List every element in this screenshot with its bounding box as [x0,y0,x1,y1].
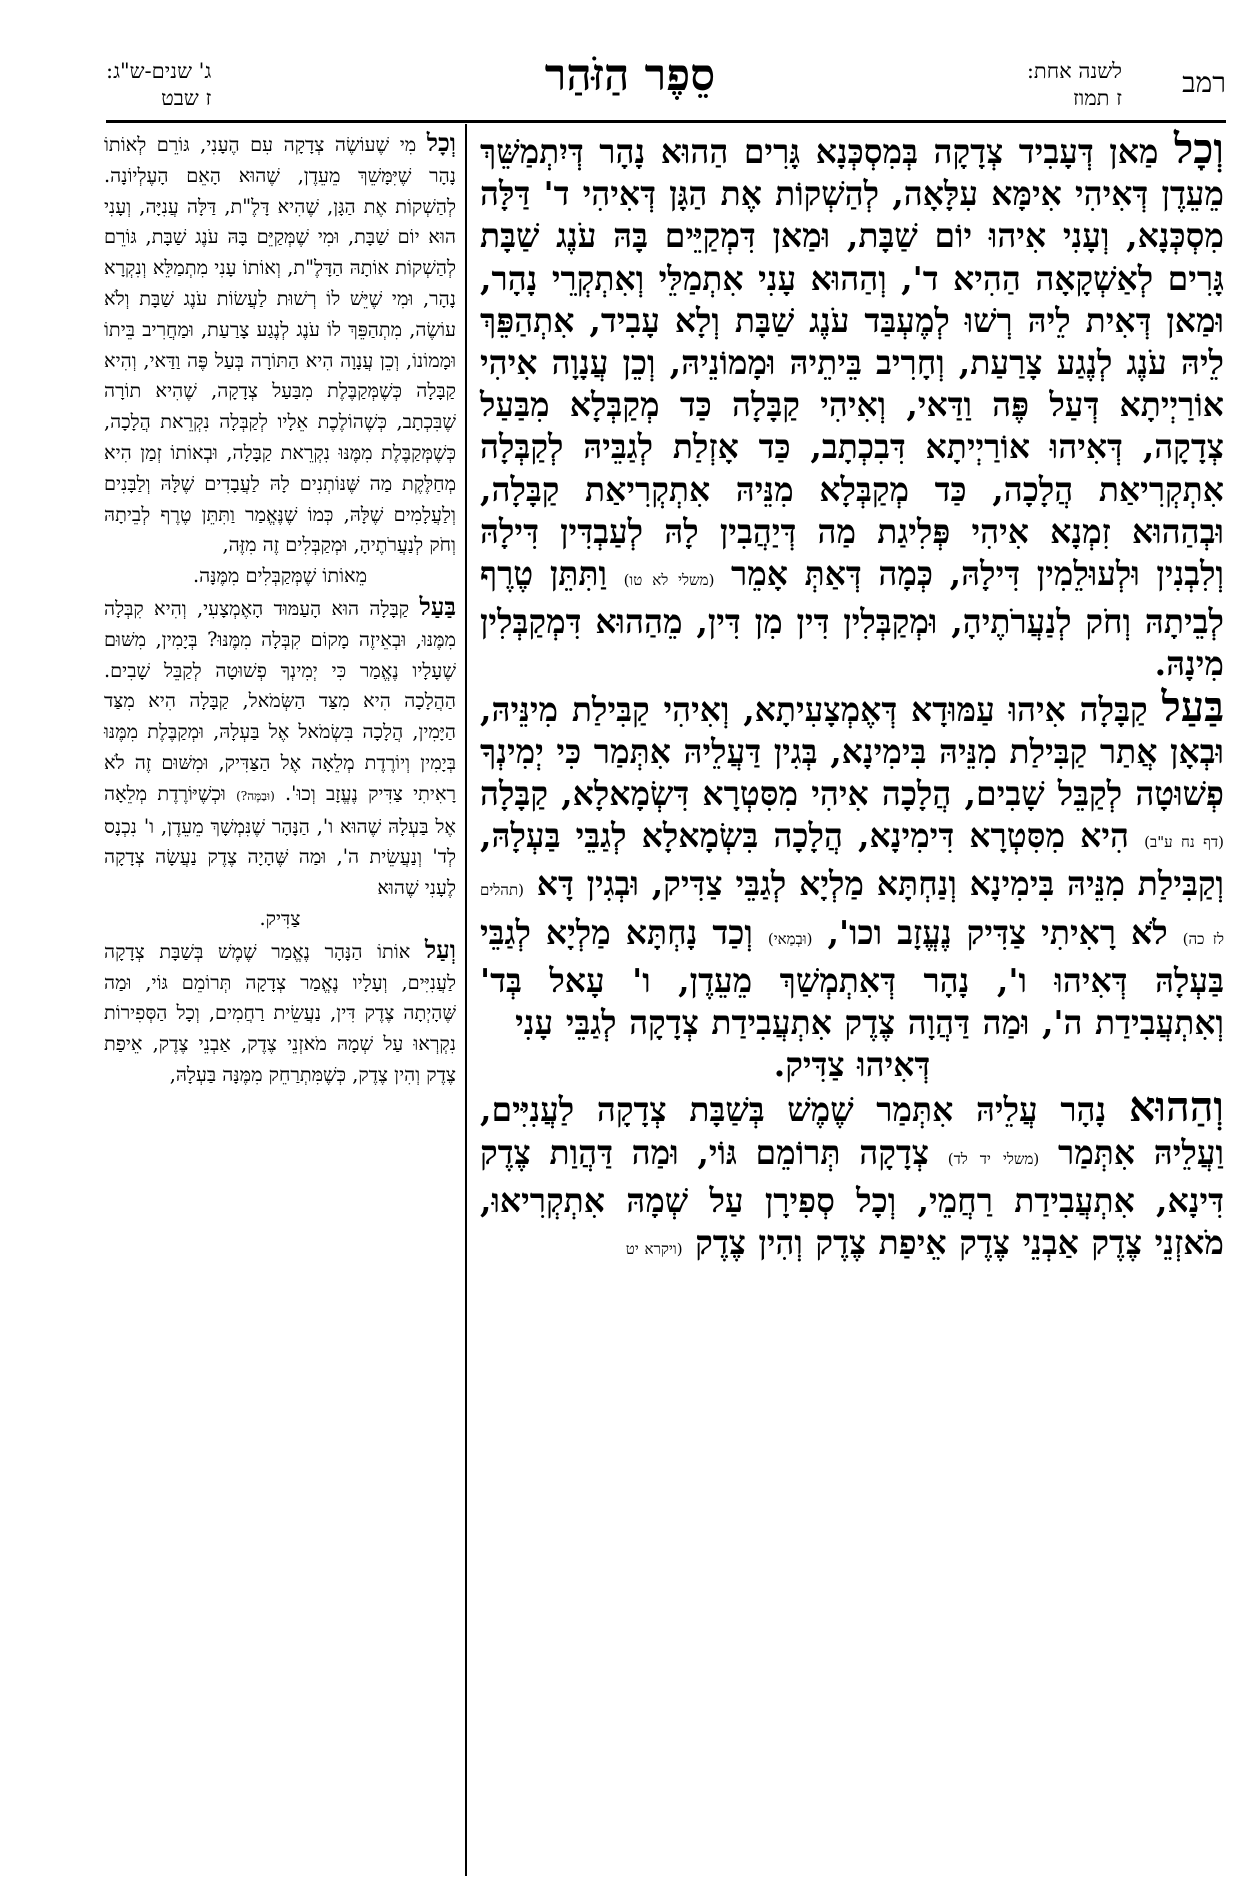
page-number: רמב [1182,66,1226,99]
side-paragraph-1-end: מֵאוֹתוֹ שֶׁמְּקַבְּלִים מִמֶּנָּה. [192,564,368,588]
main-p2-text-2: הִיא מִסִּטְרָא דִּימִינָא, הֲלָכָה בִּשְׂמָאלָא לְגַבֵּי בַּעְלָהּ, וְקַבִּילַת מִנֵּיהּ בִּימִינָא וְנַחְתָּא מַלְיָא לְגַבֵּי צַדִּיק, וּבְגִין דָּא [480,816,1224,904]
main-p2-lead-word: בַּעַל [1161,681,1224,731]
side-p3-lead-word: וְעַל [424,934,456,964]
main-aramaic-column [480,124,1224,1876]
main-p3-source-ref: (משלי יד לד) [947,1149,1040,1168]
main-paragraph-3 [480,1082,1224,1270]
main-p1-lead-word: וְכָל [1173,124,1224,173]
main-p1-text-2: וַתִּתֵּן טֶרֶף לְבֵיתָהּ וְחֹק לְנַעֲרֹתֶיהָ, וּמְקַבְּלִין דִּין מִן דִּין, מֵהַהוּא דִּמְקַבְּלִין מִינָהּ. [480,554,1224,684]
schedule-three-years-date: ז שבט [161,86,212,110]
main-p2-source-ref: (תהלים לז כה) [480,881,1224,948]
side-p2-text: קַבָּלָה הוּא הָעַמּוּד הָאֶמְצָעִי, וְהִיא קִבְּלָה מִמֶּנּוּ, וּבְאֵיזֶה מָקוֹם קִבְּלָה מִמֶּנּוּ? בְּיָמִין, מִשּׁוּם שֶׁעָלָיו נֶאֱמַר כִּי יְמִינְךָ פְשׁוּטָה לְקַבֵּל שָׁבִים. הַהֲלָכָה הִיא מִצַּד הַשְּׂמֹאל, קַבָּלָה הִיא מִצַּד הַיָּמִין, הֲלָכָה בִּשְׂמֹאל אֶל בַּעְלָהּ, וּמְקַבֶּלֶת מִמֶּנּוּ בְּיָמִין וְיוֹרֶדֶת מְלֵאָה אֶל הַצַּדִּיק, וּמִשּׁוּם זֶה לֹא רָאִיתִי צַדִּיק נֶעֱזָב וְכוּ'. [104,596,456,805]
schedule-one-year-date: ז תמוז [1072,86,1122,110]
side-p1-lead-word: וְכָל [426,128,456,157]
main-paragraph-2 [480,681,1224,1045]
side-p3-text: אוֹתוֹ הַנָּהָר נֶאֱמַר שֶׁמֶשׁ בְּשַׁבָּת צְדָקָה לַעֲנִיִּים, וְעָלָיו נֶאֱמַר צְדָקָה תְּרוֹמֵם גּוֹי, וּמַה שֶּׁהָיְתָה צֶדֶק דִּין, נַעֲשֵׂית רַחֲמִים, וְכָל הַסְּפִירוֹת נִקְרְאוּ עַל שְׁמָהּ מֹאזְנֵי צֶדֶק, אַבְנֵי צֶדֶק, אֵיפַת צֶדֶק וְהִין צֶדֶק, כְּשֶׁמִּתְרַחֵק מִמֶּנָּה בַּעְלָהּ, [104,939,456,1086]
side-paragraph-2-end: צַדִּיק. [259,906,301,930]
main-p2-page-ref: (דף נח ע"ב) [1144,833,1224,852]
side-paragraph-1 [104,128,456,561]
side-p2-text-2: וּכְשֶׁיּוֹרֶדֶת מְלֵאָה אֶל בַּעְלָהּ שֶׁהוּא ו', הַנָּהָר שֶׁנִּמְשָׁךְ מֵעֵדֶן, ו' נִכְנָס לְד' וְנַעֲשֵׂית ה', וּמַה שֶּׁהָיָה צֶדֶק נַעֲשָׂה צְדָקָה לֶעָנִי שֶׁהוּא [104,781,456,900]
schedule-three-years-label: ג' שנים-ש"ג: [106,59,212,83]
header-rule [106,120,1226,123]
main-p2-text-3: לֹא רָאִיתִי צַדִּיק נֶעֱזָב וכו', [827,912,1168,952]
main-p3-lead-word: וְהַהוּא [1128,1082,1224,1132]
main-p2-gloss: (וּבְמַאי) [767,929,813,948]
main-paragraph-1 [480,124,1224,686]
schedule-one-year-label: לשנה אחת: [1026,59,1122,83]
side-paragraph-2 [104,592,456,904]
main-paragraph-2-end: דְּאִיהוּ צַדִּיק. [773,1045,931,1085]
main-p3-text-2: צְדָקָה תְּרוֹמֵם גּוֹי, וּמַה דַּהֲוַת צֶדֶק דִּינָא, אִתְעֲבִידַת רַחֲמֵי, וְכָל סְפִירָן עַל שְׁמָהּ אִתְקְרִיאוּ, מֹאזְנֵי צֶדֶק אַבְנֵי צֶדֶק אֵיפַת צֶדֶק וְהִין צֶדֶק [480,1132,1224,1263]
side-p2-lead-word: בַּעַל [419,591,456,621]
main-p2-text-4: וְכַד נָחְתָּא מַלְיָא לְגַבֵּי בַּעְלָהּ דְּאִיהוּ ו', נָהָר דְּאִתְמְשַׁךְ מֵעֵדֶן, ו' עָאל בְּד' וְאִתְעֲבִידַת ה', וּמַה דַּהֲוָה צֶדֶק אִתְעֲבִידַת צְדָקָה לְגַבֵּי עָנִי [480,912,1224,1043]
main-p1-source-ref: (משלי לא טו) [623,571,715,590]
book-title: סֵפֶר הַזֹּהַר [544,50,716,101]
column-separator [465,124,467,1876]
main-p2-text: קַבָּלָה אִיהוּ עַמּוּדָא דְּאֶמְצָעִיתָא, וְאִיהִי קַבִּילַת מִינֵּיהּ, וּבְאָן אֲתַר קַבִּילַת מִנֵּיהּ בִּימִינָא, בְּגִין דַּעֲלֵיהּ אִתְּמַר כִּי יְמִינְךָ פְשׁוּטָה לְקַבֵּל שָׁבִים, הֲלָכָה אִיהִי מִסִּטְרָא דִּשְׂמָאלָא, קַבָּלָה [480,689,1224,814]
hebrew-translation-column [104,128,456,1876]
side-paragraph-3 [104,935,456,1091]
main-p3-text: נָהָר עֲלֵיהּ אִתְּמַר שֶׁמֶשׁ בְּשַׁבָּת צְדָקָה לַעֲנִיִּים, וַעֲלֵיהּ אִתְּמַר [480,1090,1224,1172]
main-p1-text: מַאן דְּעָבִיד צְדָקָה בְּמִסְכְּנָא גָּרִים הַהוּא נָהָר דְּיִתְמַשֵּׁךְ מֵעֵדֶן דְּאִיהִי אִימָּא עִלָּאָה, לְהַשְׁקוֹת אֶת הַגָּן דְּאִיהִי ד' דַּלָּה מִסְכְּנָא, וְעָנִי אִיהוּ יוֹם שַׁבָּת, וּמַאן דִּמְקַיֵּים בָּהּ עֹנֶג שַׁבָּת גָּרִים לְאַשְׁקָאָה הַהִיא ד', וְהַהוּא עָנִי אִתְמַלֵּי וְאִתְקְרֵי נָהָר, וּמַאן דְּאִית לֵיהּ רְשׁוּ לְמֶעְבַּד עֹנֶג שַׁבָּת וְלָא עָבִיד, אִתְהַפֵּךְ לֵיהּ עֹנֶג לְנֶגַע צָרַעַת, וְחָרִיב בֵּיתֵיהּ וּמָמוֹנֵיהּ, וְכֵן עֲנָוָה אִיהִי אוֹרַיְיתָא דְּעַל פֶּה וַדַּאי, וְאִיהִי קַבָּלָה כַּד מְקַבְּלָא מִבַּעַל צְדָקָה, דְּאִיהוּ אוֹרַיְיתָא דִּבִכְתָב, כַּד אָזְלַת לְגַבֵּיהּ לְקַבְּלָה אִתְקְרִיאַת הֲלָכָה, כַּד מְקַבְּלָא מִנֵּיהּ אִתְקְרִיאַת קַבָּלָה, וּבְהַהוּא זִמְנָא אִיהִי פְּלִיגַת מַה דְּיַהֲבִין לָהּ לְעַבְדִּין דִּילָהּ וְלִבְנִין וּלְעוּלֵמִין דִּילָהּ, כְּמָה דְּאַתְּ אָמֵר [480,132,1224,594]
main-p3-source-ref-2: (ויקרא יט [625,1240,683,1259]
side-p1-text: מִי שֶׁעוֹשֶׂה צְדָקָה עִם הֶעָנִי, גּוֹרֵם לְאוֹתוֹ נָהָר שֶׁיִּמָּשֵׁךְ מֵעֵדֶן, שֶׁהוּא הָאֵם הָעֶלְיוֹנָה. לְהַשְׁקוֹת אֶת הַגָּן, שֶׁהִיא דָּלֶ"ת, דַּלָּה עֲנִיָּה, וְעָנִי הוּא יוֹם שַׁבָּת, וּמִי שֶׁמְּקַיֵּם בָּהּ עֹנֶג שַׁבָּת, גּוֹרֵם לְהַשְׁקוֹת אוֹתָהּ הַדָּלֶ"ת, וְאוֹתוֹ עָנִי מִתְמַלֵּא וְנִקְרָא נָהָר, וּמִי שֶׁיֵּשׁ לוֹ רְשׁוּת לַעֲשׂוֹת עֹנֶג שַׁבָּת וְלֹא עוֹשֶׂה, מִתְהַפֵּךְ לוֹ עֹנֶג לְנֶגַע צָרַעַת, וּמַחֲרִיב בֵּיתוֹ וּמָמוֹנוֹ, וְכֵן עֲנָוָה הִיא הַתּוֹרָה בְּעַל פֶּה וַדַּאי, וְהִיא קַבָּלָה כְּשֶׁמְּקַבֶּלֶת מִבַּעַל צְדָקָה, שֶׁהִיא תוֹרָה שֶׁבִּכְתָב, כְּשֶׁהוֹלֶכֶת אֵלָיו לְקַבְּלָה נִקְרֵאת הֲלָכָה, כְּשֶׁמְּקַבֶּלֶת מִמֶּנּוּ נִקְרֵאת קַבָּלָה, וּבְאוֹתוֹ זְמַן הִיא מְחַלֶּקֶת מַה שֶּׁנּוֹתְנִים לָהּ לַעֲבָדִים שֶׁלָּהּ וְלַבָּנִים וְלַעֲלָמִים שֶׁלָּהּ, כְּמוֹ שֶׁנֶּאֱמַר וַתִּתֵּן טֶרֶף לְבֵיתָהּ וְחֹק לְנַעֲרֹתֶיהָ, וּמְקַבְּלִים זֶה מִזֶּה, [104,133,456,557]
reading-schedule-three-years [106,58,211,112]
side-p2-gloss: (וּבַמֶּה?) [236,788,275,803]
